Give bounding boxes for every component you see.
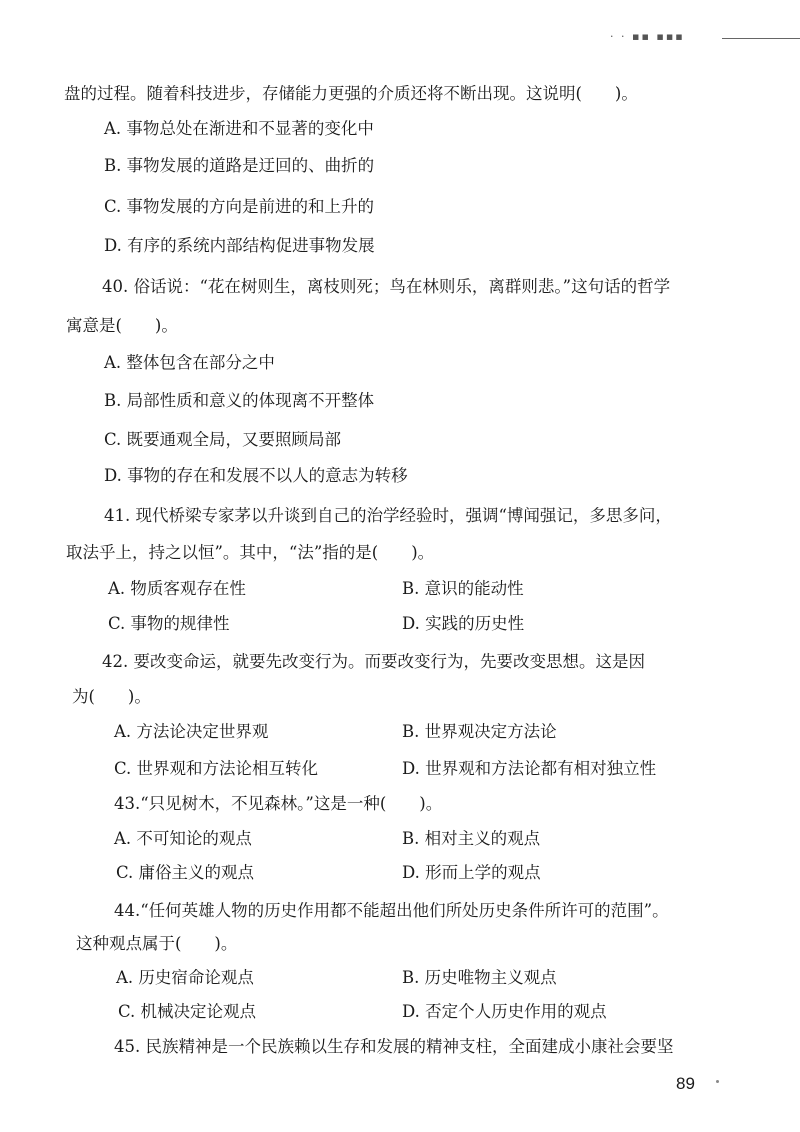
q43-stem-line1: 43.“只见树木，不见森林。”这是一种( )。 bbox=[114, 794, 443, 813]
q41-stem-line2: 取法乎上，持之以恒”。其中，“法”指的是( )。 bbox=[66, 543, 435, 562]
q39-option-c: C. 事物发展的方向是前进的和上升的 bbox=[104, 197, 375, 216]
q43-option-c: C. 庸俗主义的观点 bbox=[116, 863, 255, 882]
q42-option-a: A. 方法论决定世界观 bbox=[114, 722, 269, 741]
q41-option-b: B. 意识的能动性 bbox=[402, 579, 524, 598]
q44-option-d: D. 否定个人历史作用的观点 bbox=[402, 1002, 607, 1021]
q40-stem-line2: 寓意是( )。 bbox=[66, 316, 178, 335]
q41-option-a: A. 物质客观存在性 bbox=[108, 579, 246, 598]
q39-continuation-text: 盘的过程。随着科技进步，存储能力更强的介质还将不断出现。这说明( )。 bbox=[64, 84, 638, 103]
q42-option-c: C. 世界观和方法论相互转化 bbox=[114, 759, 319, 778]
q42-option-b: B. 世界观决定方法论 bbox=[402, 722, 557, 741]
q40-option-a: A. 整体包含在部分之中 bbox=[104, 353, 275, 372]
q40-option-b: B. 局部性质和意义的体现离不开整体 bbox=[104, 391, 375, 410]
q42-stem-line1: 42. 要改变命运，就要先改变行为。而要改变行为，先要改变思想。这是因 bbox=[102, 652, 645, 671]
q44-stem-line1: 44.“任何英雄人物的历史作用都不能超出他们所处历史条件所许可的范围”。 bbox=[114, 901, 669, 920]
q39-option-b: B. 事物发展的道路是迂回的、曲折的 bbox=[104, 156, 375, 175]
q42-stem-line2: 为( )。 bbox=[72, 687, 151, 706]
q43-option-a: A. 不可知论的观点 bbox=[114, 829, 252, 848]
q39-option-a: A. 事物总处在渐进和不显著的变化中 bbox=[104, 119, 374, 138]
q44-option-b: B. 历史唯物主义观点 bbox=[402, 968, 557, 987]
q42-option-d: D. 世界观和方法论都有相对独立性 bbox=[402, 759, 657, 778]
q41-option-c: C. 事物的规律性 bbox=[108, 614, 230, 633]
q44-option-c: C. 机械决定论观点 bbox=[118, 1002, 257, 1021]
q40-stem-line1: 40. 俗话说：“花在树则生，离枝则死；鸟在林则乐，离群则悲。”这句话的哲学 bbox=[102, 277, 671, 296]
q45-stem-line1: 45. 民族精神是一个民族赖以生存和发展的精神支柱，全面建成小康社会要坚 bbox=[114, 1037, 674, 1056]
q43-option-b: B. 相对主义的观点 bbox=[402, 829, 541, 848]
q39-option-d: D. 有序的系统内部结构促进事物发展 bbox=[104, 236, 375, 255]
q41-stem-line1: 41. 现代桥梁专家茅以升谈到自己的治学经验时，强调“博闻强记，多思多问， bbox=[104, 506, 672, 525]
page-number: 89 bbox=[676, 1074, 695, 1093]
scan-speck bbox=[716, 1080, 719, 1083]
q40-option-c: C. 既要通观全局，又要照顾局部 bbox=[104, 430, 342, 449]
q44-stem-line2: 这种观点属于( )。 bbox=[76, 934, 238, 953]
page-header-mark: · · ▪▪ ▪▪▪ bbox=[610, 30, 685, 43]
q44-option-a: A. 历史宿命论观点 bbox=[116, 968, 254, 987]
q41-option-d: D. 实践的历史性 bbox=[402, 614, 525, 633]
q40-option-d: D. 事物的存在和发展不以人的意志为转移 bbox=[104, 466, 408, 485]
q43-option-d: D. 形而上学的观点 bbox=[402, 863, 541, 882]
header-rule bbox=[722, 38, 800, 39]
